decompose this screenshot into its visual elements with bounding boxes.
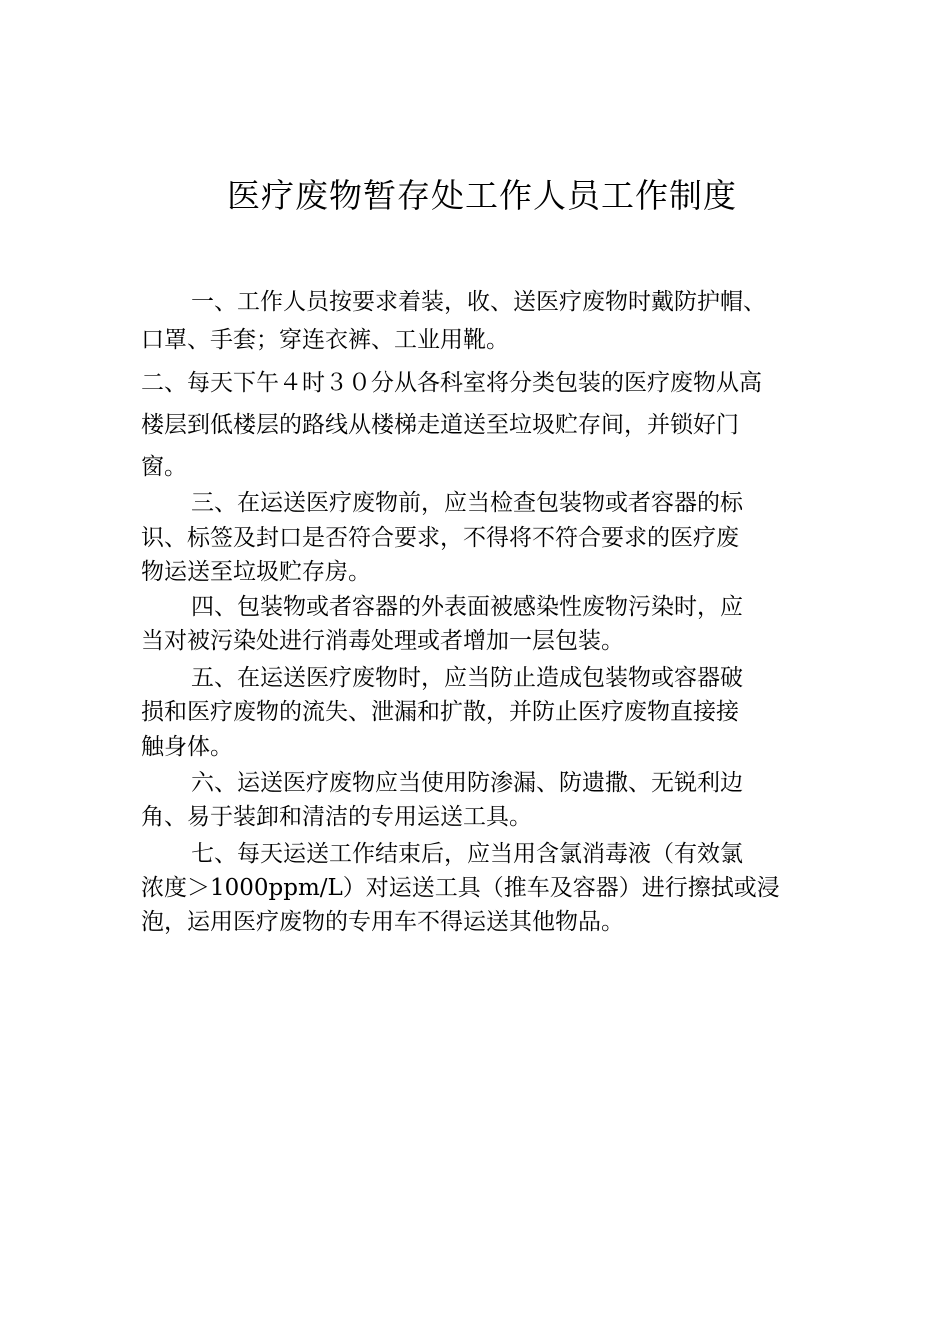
rule-2-line-1: 二、每天下午４时３０分从各科室将分类包装的医疗废物从高 [141,370,762,396]
rule-6-line-1: 六、运送医疗废物应当使用防渗漏、防遗撒、无锐利边 [191,770,743,796]
rule-2-line-3: 窗。 [141,454,187,480]
rule-7-line-3: 泡，运用医疗废物的专用车不得运送其他物品。 [141,909,624,935]
rule-7-line-1: 七、每天运送工作结束后，应当用含氯消毒液（有效氯 [191,841,743,867]
rule-2-line-2: 楼层到低楼层的路线从楼梯走道送至垃圾贮存间，并锁好门 [141,412,739,438]
rule-3-line-3: 物运送至垃圾贮存房。 [141,559,371,585]
rule-3-line-2: 识、标签及封口是否符合要求，不得将不符合要求的医疗废 [141,525,739,551]
rule-7-line-2: 浓度＞1000ppm/L）对运送工具（推车及容器）进行擦拭或浸 [141,875,780,901]
rule-4-line-2: 当对被污染处进行消毒处理或者增加一层包装。 [141,628,624,654]
rule-6-line-2: 角、易于装卸和清洁的专用运送工具。 [141,804,532,830]
rule-3-line-1: 三、在运送医疗废物前，应当检查包装物或者容器的标 [191,490,743,516]
rule-4-line-1: 四、包装物或者容器的外表面被感染性废物污染时，应 [191,594,743,620]
document-title: 医疗废物暂存处工作人员工作制度 [227,176,737,215]
rule-5-line-3: 触身体。 [141,734,233,760]
rule-1-line-2: 口罩、手套；穿连衣裤、工业用靴。 [141,327,509,353]
rule-5-line-1: 五、在运送医疗废物时，应当防止造成包装物或容器破 [191,665,743,691]
rule-1-line-1: 一、工作人员按要求着装，收、送医疗废物时戴防护帽、 [191,289,766,315]
rule-5-line-2: 损和医疗废物的流失、泄漏和扩散，并防止医疗废物直接接 [141,699,739,725]
